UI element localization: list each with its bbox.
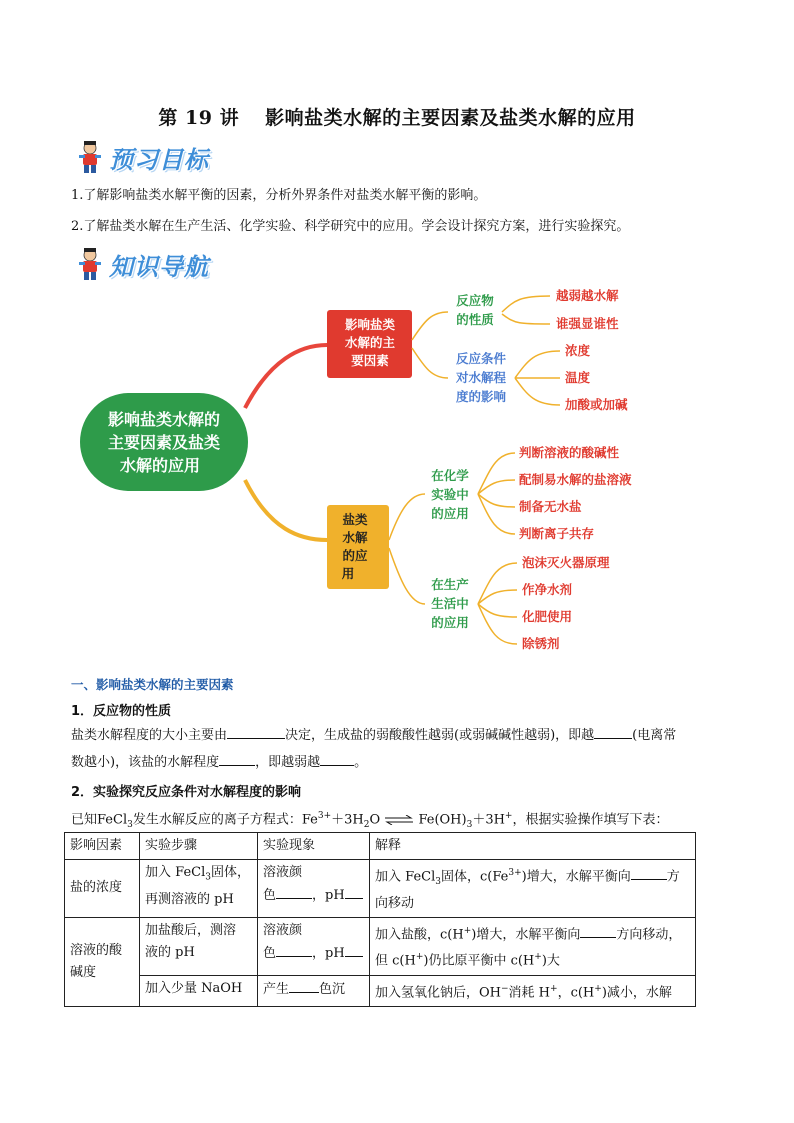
goal-2: 2.了解盐类水解在生产生活、化学实验、科学研究中的应用。学会设计探究方案，进行实验探究。 [71,219,630,234]
b1-cond-item-1: 浓度 [565,343,591,358]
branch2-line-4: 用 [341,566,355,581]
explanation-cell: 加入氢氧化钠后，OH−消耗 H+，c(H+)减小，水解 [370,975,696,1006]
b2-lab-item-2: 配制易水解的盐溶液 [519,472,632,487]
factor-cell: 溶液的酸 碱度 [65,917,140,1006]
step-cell: 加盐酸后，测溶 液的 pH [140,917,258,975]
factor-cell: 盐的浓度 [65,860,140,918]
branch1-line-3: 要因素 [351,353,389,368]
fill-blank[interactable] [631,865,667,880]
subsection-heading-2: 2．实验探究反应条件对水解程度的影响 [71,785,302,800]
paragraph-reactant-nature: 盐类水解程度的大小主要由 决定，生成盐的弱酸酸性越弱(或弱碱碱性越弱)，即越 (电离常 数越小)，该盐的水解程度 ，即越弱越 。 [71,722,726,776]
fill-blank[interactable] [227,724,285,739]
b1-nature-item-2: 谁强显谁性 [556,316,619,331]
b1-cond-line-3: 度的影响 [455,389,507,404]
table-row [65,917,696,975]
table-header: 实验步骤 [140,833,258,860]
banner-title: 预习目标 [109,145,209,174]
branch2-line-2: 水解 [342,530,368,545]
b2-life-line-1: 在生产 [431,577,469,592]
b1-cond-line-1: 反应条件 [455,351,507,366]
b2-life-item-1: 泡沫灭火器原理 [522,555,610,570]
b2-lab-item-3: 制备无水盐 [519,499,582,514]
table-row [65,860,696,918]
phenomenon-cell: 溶液颜 色 ，pH [258,917,370,975]
step-cell: 加入少量 NaOH [140,975,258,1006]
fill-blank[interactable] [219,751,255,766]
b1-nature-item-1: 越弱越水解 [556,288,619,303]
subsection-heading-1: 1．反应物的性质 [71,704,172,719]
phenomenon-cell: 产生 色沉 [258,975,370,1006]
banner-title: 知识导航 [109,252,209,281]
lecture-number: 第 19 讲 [158,107,240,129]
fill-blank[interactable] [276,942,312,957]
phenomenon-cell: 溶液颜 色 ，pH [258,860,370,918]
goal-1: 1.了解影响盐类水解平衡的因素，分析外界条件对盐类水解平衡的影响。 [71,188,487,203]
reversible-arrow-icon [384,815,414,825]
step-cell: 加入 FeCl$_3$固体， 再测溶液的 pH [140,860,258,918]
b1-cond-item-3: 加酸或加碱 [565,397,628,412]
section-heading: 一、影响盐类水解的主要因素 [71,677,234,692]
b1-nature-line-2: 的性质 [456,312,494,327]
b2-life-item-3: 化肥使用 [522,609,573,624]
b1-cond-line-2: 对水解程 [455,370,507,385]
b1-nature-line-1: 反应物 [456,293,494,308]
b2-lab-line-3: 的应用 [431,506,469,521]
fill-blank[interactable] [320,751,354,766]
b1-cond-item-2: 温度 [565,370,591,385]
table-header-row [65,833,696,860]
center-node-line-1: 影响盐类水解的 [107,410,221,429]
branch2-line-1: 盐类 [342,512,368,527]
b2-lab-item-4: 判断离子共存 [519,526,595,541]
table-header: 解释 [370,833,696,860]
explanation-cell: 加入盐酸，c(H+)增大，水解平衡向 方向移动， 但 c(H+)仍比原平衡中 c(H+)大 [370,917,696,975]
fill-blank[interactable] [580,923,616,938]
b2-life-line-3: 的应用 [431,615,469,630]
table-header: 影响因素 [65,833,140,860]
b2-lab-item-1: 判断溶液的酸碱性 [519,445,620,460]
b2-lab-line-2: 实验中 [431,487,469,502]
center-node-line-2: 主要因素及盐类 [107,433,221,452]
paragraph-ion-equation: 已知FeCl$_3$发生水解反应的离子方程式：$Fe^{3+}+3H_2O$ $Fe(OH)_3+3H^+$，根据实验操作填写下表： [71,811,669,830]
fill-blank[interactable] [289,978,319,993]
branch2-line-3: 的应 [342,548,368,563]
b2-lab-line-1: 在化学 [431,468,469,483]
b2-life-item-2: 作净水剂 [522,582,573,597]
experiment-table [64,832,696,1007]
fill-blank[interactable] [276,884,312,899]
b2-life-item-4: 除锈剂 [522,636,560,651]
branch1-line-2: 水解的主 [344,335,396,350]
center-node-line-3: 水解的应用 [119,456,201,475]
connector-branch2 [245,480,327,540]
explanation-cell: 加入 FeCl$_3$固体，$c(Fe^{3+})$增大，水解平衡向 方 向移动 [370,860,696,918]
fill-blank[interactable] [345,884,363,899]
fill-blank[interactable] [594,724,632,739]
table-row [65,975,696,1006]
table-header: 实验现象 [258,833,370,860]
fill-blank[interactable] [345,942,363,957]
b2-life-line-2: 生活中 [431,596,469,611]
branch1-line-1: 影响盐类 [344,317,396,332]
connector-branch1 [245,345,327,408]
lecture-title: 影响盐类水解的主要因素及盐类水解的应用 [265,107,636,129]
